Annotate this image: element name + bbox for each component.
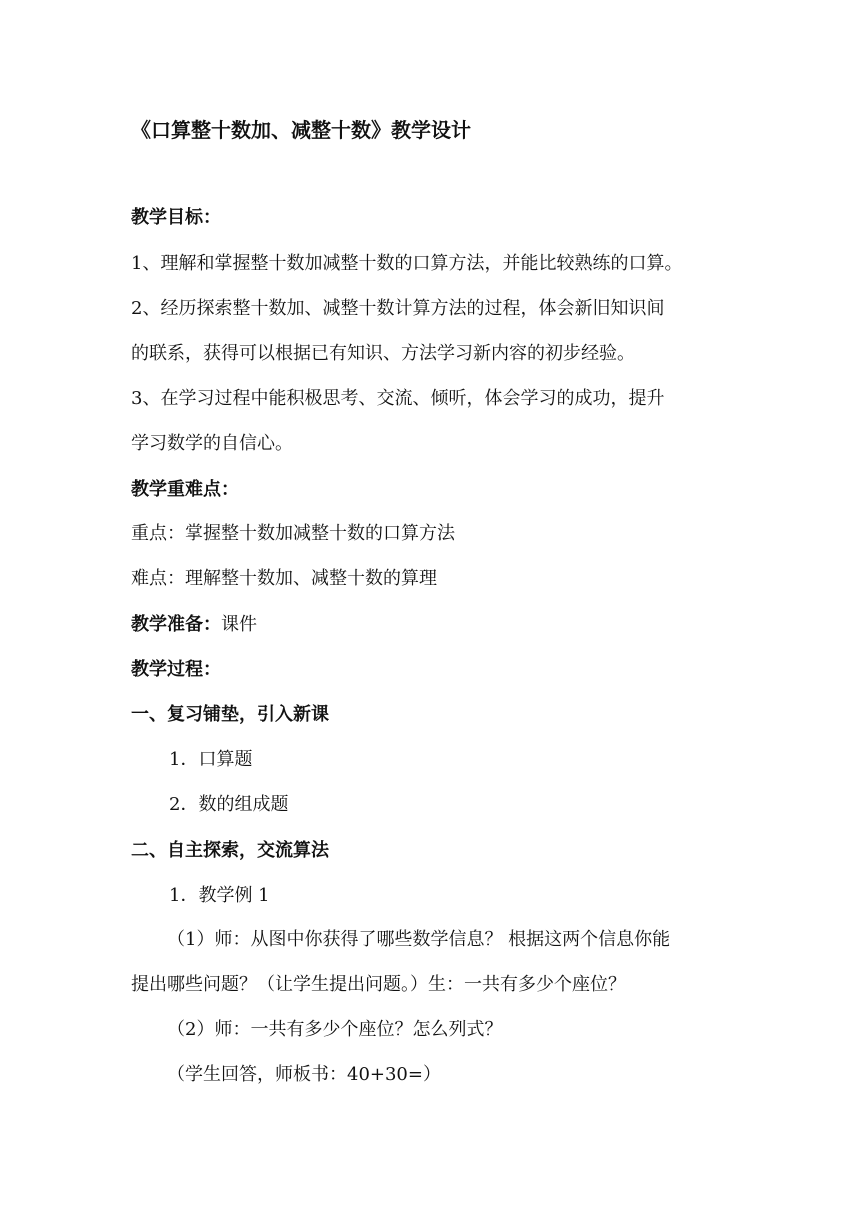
prep-row xyxy=(131,612,741,638)
key-points-heading: 教学重难点： xyxy=(131,479,239,500)
prep-label: 教学准备： xyxy=(131,614,221,635)
document-title: 《口算整十数加、减整十数》教学设计 xyxy=(131,118,471,142)
step-3: （学生回答，师板书：40+30=） xyxy=(167,1064,441,1085)
section-1-item-1: 1．口算题 xyxy=(169,749,253,770)
step-1-line-1: （1）师：从图中你获得了哪些数学信息？ 根据这两个信息你能 xyxy=(167,929,671,950)
section-1-heading: 一、复习铺垫，引入新课 xyxy=(131,704,329,725)
objective-3-line-1: 3、在学习过程中能积极思考、交流、倾听，体会学习的成功，提升 xyxy=(131,388,665,409)
key-point: 重点：掌握整十数加减整十数的口算方法 xyxy=(131,523,455,544)
step-2: （2）师：一共有多少个座位？怎么列式？ xyxy=(167,1019,503,1040)
section-1-item-2: 2．数的组成题 xyxy=(169,794,289,815)
step-1-line-2: 提出哪些问题？（让学生提出问题。）生：一共有多少个座位？ xyxy=(131,974,626,995)
objectives-heading: 教学目标： xyxy=(131,207,221,228)
section-2-item-1: 1．教学例 1 xyxy=(169,885,270,906)
difficulty: 难点：理解整十数加、减整十数的算理 xyxy=(131,568,437,589)
prep-value: 课件 xyxy=(221,614,257,635)
section-2-heading: 二、自主探索，交流算法 xyxy=(131,840,329,861)
objective-1: 1、理解和掌握整十数加减整十数的口算方法，并能比较熟练的口算。 xyxy=(131,253,683,274)
objective-2-line-1: 2、经历探索整十数加、减整十数计算方法的过程，体会新旧知识间 xyxy=(131,298,665,319)
objective-2-line-2: 的联系，获得可以根据已有知识、方法学习新内容的初步经验。 xyxy=(131,343,635,364)
objective-3-line-2: 学习数学的自信心。 xyxy=(131,433,293,454)
process-heading: 教学过程： xyxy=(131,659,221,680)
